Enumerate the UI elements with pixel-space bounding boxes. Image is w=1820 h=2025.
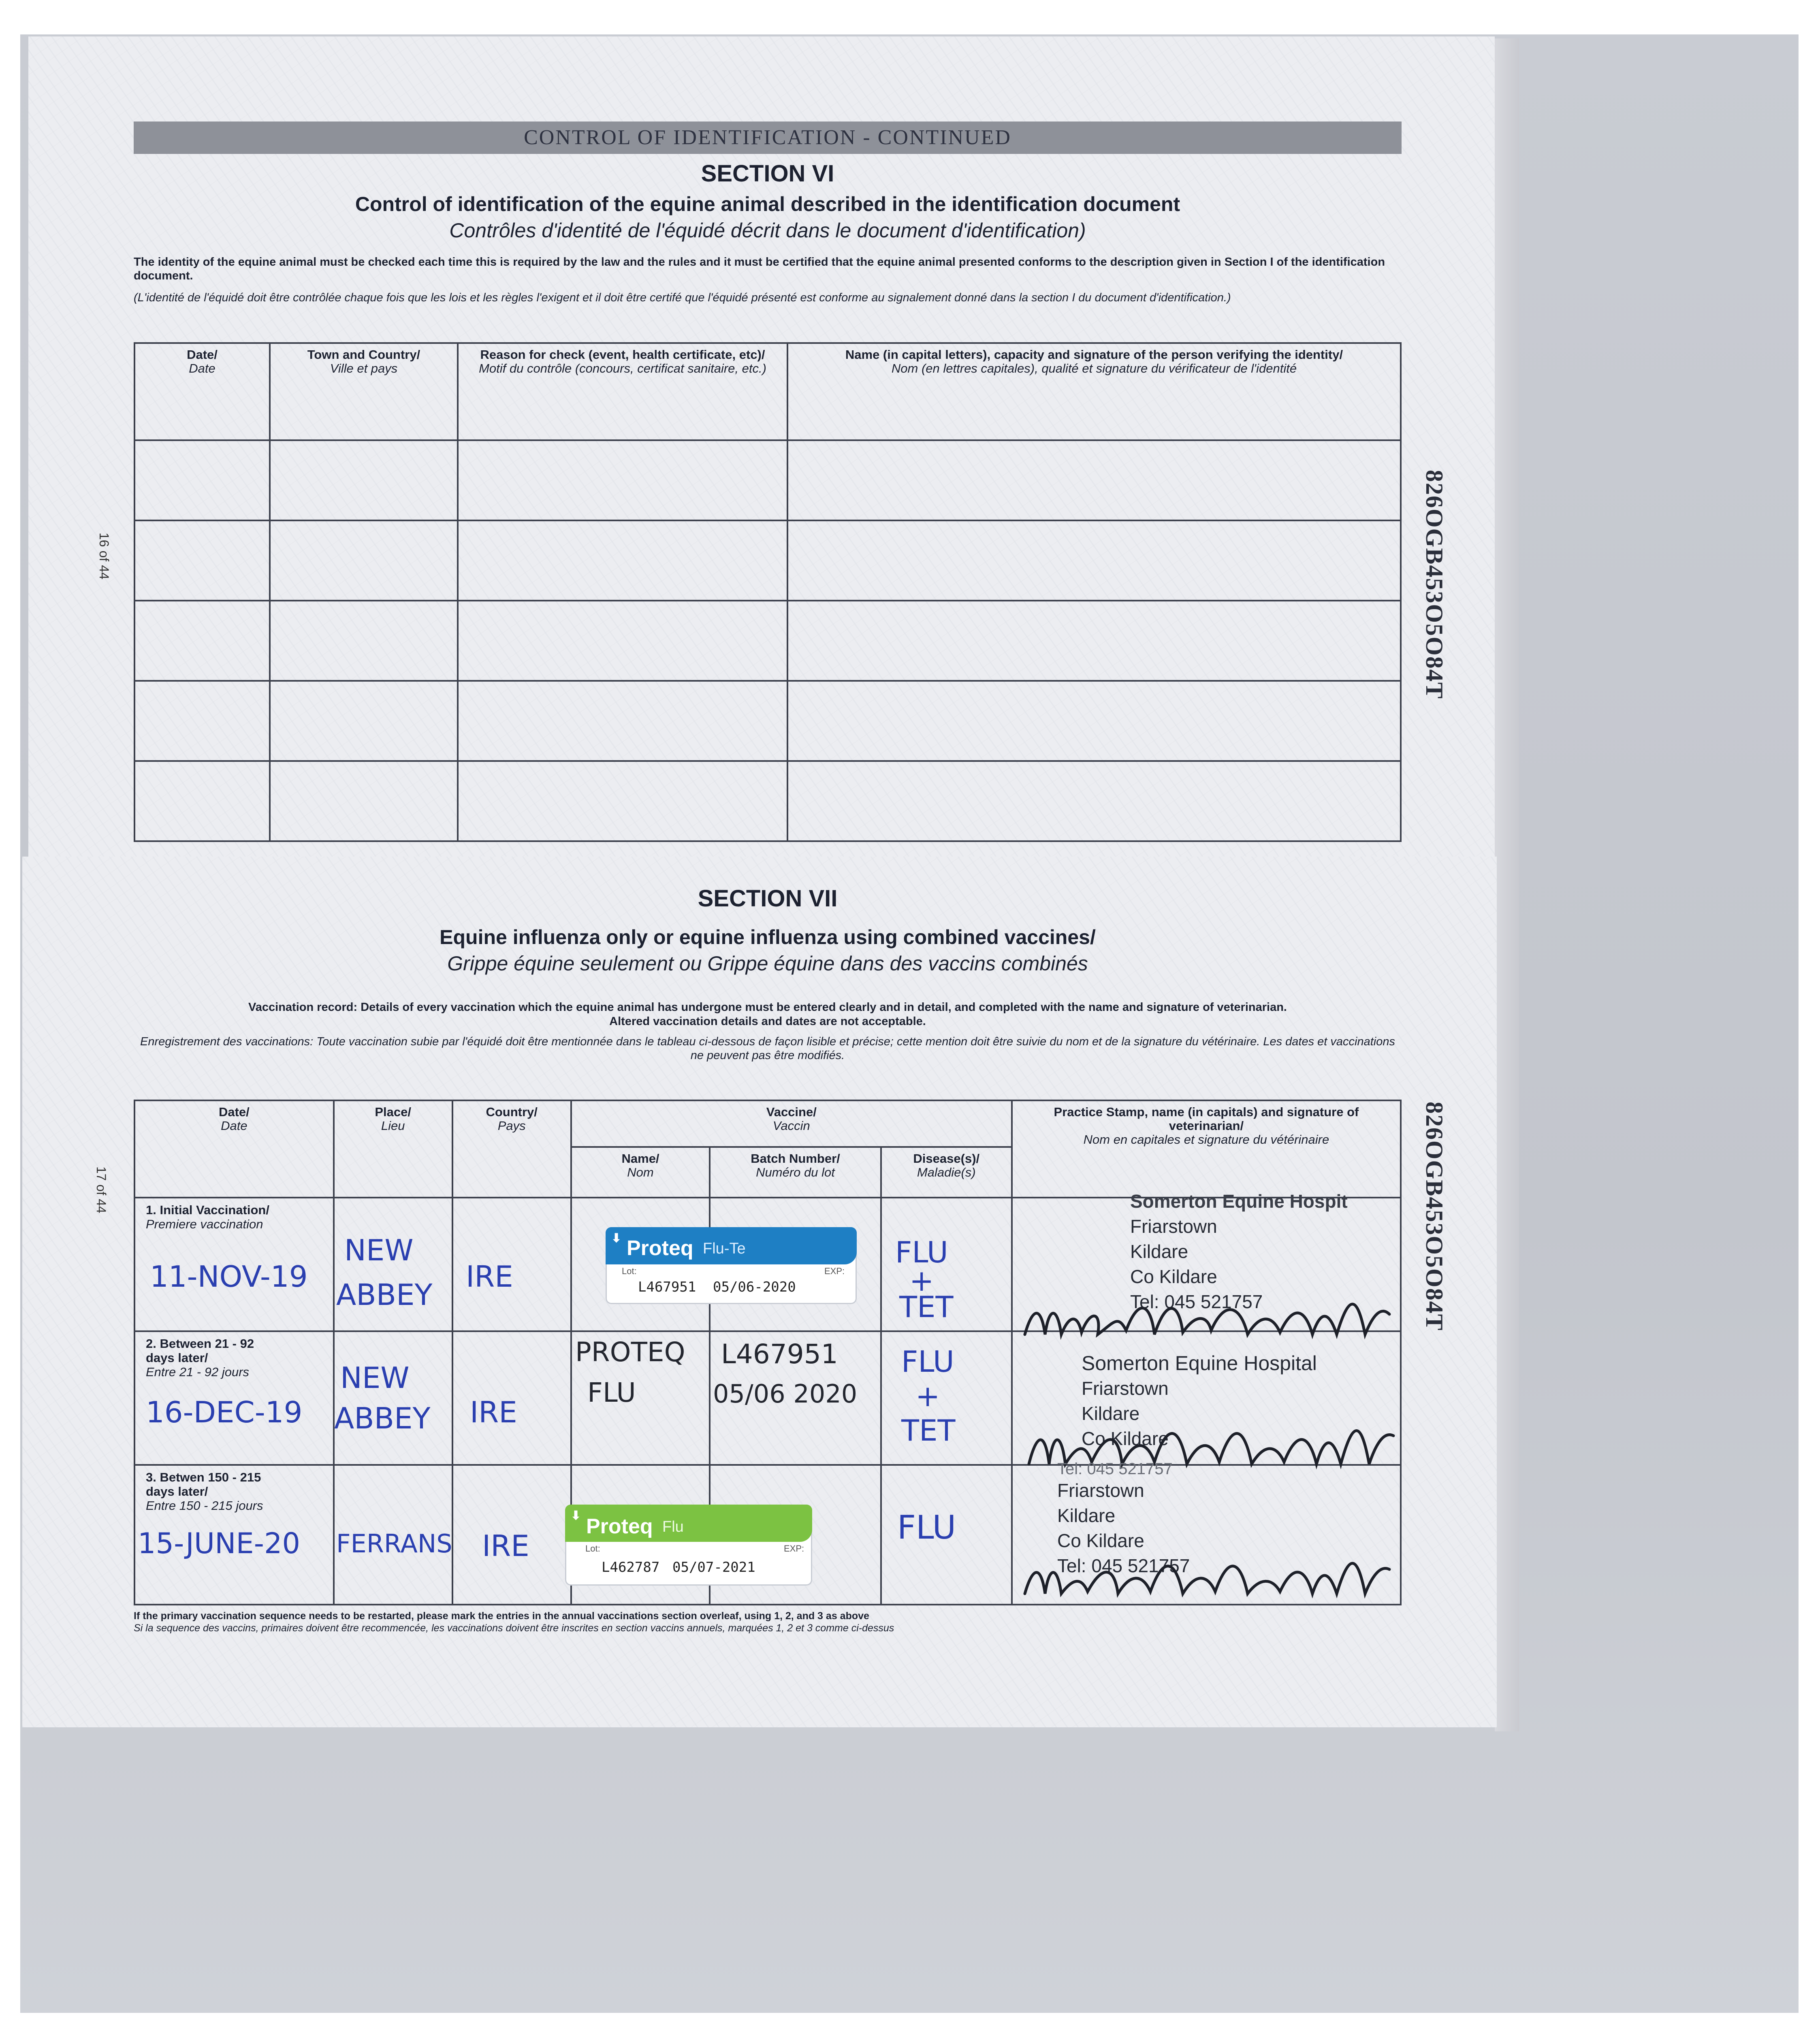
row-1-disease-3: TET: [899, 1290, 954, 1324]
vet-stamp-3: Tel: 045 521757 Friarstown Kildare Co Kildare Tel: 045 521757: [1057, 1460, 1190, 1576]
col-date: Date/ Date: [134, 1100, 334, 1198]
page-number: 17 of 44: [94, 1166, 109, 1213]
row-2-label: 2. Between 21 - 92 days later/ Entre 21 - 92 jours: [146, 1336, 254, 1379]
table-row: [134, 440, 1401, 520]
page-edge: [1495, 38, 1519, 1731]
row-1-place-line-2: ABBEY: [336, 1278, 433, 1312]
sticker-lot: L462787: [602, 1559, 660, 1575]
sticker-product: Flu-Te: [703, 1240, 746, 1257]
vaccine-sticker-3: [565, 1505, 812, 1586]
sticker-lot-caption: Lot:: [585, 1543, 600, 1554]
row-2-vaccine-name-2: FLU: [587, 1377, 636, 1408]
col-practice: Practice Stamp, name (in capitals) and signature of veterinarian/ Nom en capitales et signature du vétérinaire: [1012, 1100, 1401, 1198]
passport-serial: 826OGB453O5O84T: [1421, 470, 1448, 699]
empty-cell[interactable]: [270, 761, 458, 841]
col-date: Date/ Date: [134, 343, 270, 440]
sticker-brand: Proteq: [627, 1236, 693, 1260]
cell[interactable]: [334, 1331, 452, 1465]
sticker-exp: 05/07-2021: [672, 1559, 755, 1575]
empty-cell[interactable]: [134, 520, 270, 601]
row-2-disease-3: TET: [901, 1413, 956, 1447]
empty-cell[interactable]: [270, 601, 458, 681]
row-3-country: IRE: [482, 1529, 529, 1563]
row-2-country: IRE: [470, 1395, 517, 1429]
sticker-lot-caption: Lot:: [622, 1266, 637, 1276]
row-1-label: 1. Initial Vaccination/ Premiere vaccination: [146, 1203, 269, 1231]
row-2-vaccine-name-1: PROTEQ: [575, 1336, 685, 1368]
col-vaccine: Vaccine/ Vaccin: [571, 1100, 1012, 1147]
col-vaccine-name: Name/ Nom: [571, 1147, 710, 1198]
col-verifier: Name (in capital letters), capacity and signature of the person verifying the identity/ Nom (en lettres capitales), qualité et signature du vérificateur de l'identité: [787, 343, 1401, 440]
table-row: [134, 601, 1401, 681]
empty-cell[interactable]: [134, 601, 270, 681]
sticker-arrow-icon: ⬇: [611, 1232, 622, 1245]
row-1-disease-2: +: [909, 1264, 934, 1298]
passport-serial: 826OGB453O5O84T: [1421, 1102, 1448, 1331]
row-3-place: FERRANS: [336, 1529, 452, 1558]
sticker-exp-caption: EXP:: [824, 1266, 845, 1276]
vet-stamp-1: Somerton Equine Hospit Friarstown Kildare Co Kildare Tel: 045 521757: [1130, 1191, 1348, 1312]
sticker-brand: Proteq: [586, 1515, 653, 1538]
row-2-batch-2: 05/06 2020: [713, 1379, 858, 1409]
section-vi-title: Control of identification of the equine animal described in the identification document: [355, 193, 1180, 215]
empty-cell[interactable]: [787, 761, 1401, 841]
row-2-disease-2: +: [915, 1379, 940, 1413]
empty-cell[interactable]: [787, 601, 1401, 681]
empty-cell[interactable]: [270, 440, 458, 520]
empty-cell[interactable]: [787, 681, 1401, 761]
empty-cell[interactable]: [787, 520, 1401, 601]
row-2-place-line-1: NEW: [340, 1361, 410, 1395]
identification-check-table: [134, 342, 1402, 842]
row-2-place-line-2: ABBEY: [334, 1401, 431, 1435]
sticker-exp: 05/06-2020: [713, 1279, 796, 1295]
row-1-country: IRE: [466, 1260, 513, 1294]
empty-cell[interactable]: [458, 681, 787, 761]
section-vi-intro-fr: (L'identité de l'équidé doit être contrôlée chaque fois que les lois et les règles l'exigent et il doit être certifé que l'équidé présenté est conforme au signalement donné dans la section I du document d'identification.): [134, 291, 1231, 304]
section-vi-heading: SECTION VI: [701, 160, 834, 187]
section-vii-subtitle: Grippe équine seulement ou Grippe équine dans des vaccins combinés: [447, 952, 1088, 975]
section-vii-intro-en-2: Altered vaccination details and dates are not acceptable.: [609, 1015, 926, 1028]
row-2-batch-1: L467951: [721, 1339, 838, 1370]
section-vii-intro-fr: Enregistrement des vaccinations: Toute vaccination subie par l'équidé doit être mentionnée dans le tableau ci-dessous de façon lisible et précise; cette mention doit être suivie du nom et de la signature du vétérinaire. Les dates et vaccinations ne peuvent pas être modifiés.: [140, 1035, 1395, 1062]
col-place: Place/ Lieu: [334, 1100, 452, 1198]
empty-cell[interactable]: [787, 440, 1401, 520]
row-1-place-line-1: NEW: [344, 1233, 414, 1267]
row-3-disease-1: FLU: [897, 1509, 956, 1546]
table-row: [134, 520, 1401, 601]
vet-stamp-2: Somerton Equine Hospital Friarstown Kildare Co Kildare: [1082, 1352, 1317, 1449]
table-row: [134, 761, 1401, 841]
row-3-date: 15-JUNE-20: [138, 1527, 301, 1560]
col-reason: Reason for check (event, health certificate, etc)/ Motif du contrôle (concours, certificat sanitaire, etc.): [458, 343, 787, 440]
sticker-exp-caption: EXP:: [784, 1543, 804, 1554]
sticker-product: Flu: [662, 1518, 684, 1535]
section-vi-intro-en: The identity of the equine animal must be checked each time this is required by the law and the rules and it must be certified that the equine animal presented conforms to the description given in Section I of the identification document.: [134, 256, 1385, 282]
row-2-date: 16-DEC-19: [146, 1395, 303, 1429]
empty-cell[interactable]: [270, 520, 458, 601]
section-vii-heading: SECTION VII: [698, 885, 838, 912]
col-town-country: Town and Country/ Ville et pays: [270, 343, 458, 440]
col-batch: Batch Number/ Numéro du lot: [710, 1147, 881, 1198]
empty-cell[interactable]: [134, 761, 270, 841]
empty-cell[interactable]: [270, 681, 458, 761]
empty-cell[interactable]: [458, 601, 787, 681]
row-1-date: 11-NOV-19: [150, 1260, 308, 1294]
empty-cell[interactable]: [458, 520, 787, 601]
vet-signature-1: [1021, 1290, 1393, 1343]
section-vi-subtitle: Contrôles d'identité de l'équidé décrit dans le document d'identification): [449, 219, 1086, 242]
empty-cell[interactable]: [134, 440, 270, 520]
section-vii-intro-en: Vaccination record: Details of every vaccination which the equine animal has undergone must be entered clearly and in detail, and completed with the name and signature of veterinarian.: [248, 1001, 1287, 1014]
col-disease: Disease(s)/ Maladie(s): [881, 1147, 1012, 1198]
empty-cell[interactable]: [134, 681, 270, 761]
col-country: Country/ Pays: [452, 1100, 571, 1198]
footer-note: If the primary vaccination sequence needs to be restarted, please mark the entries in the annual vaccinations section overleaf, using 1, 2, and 3 as above Si la sequence des vaccins, primaires doivent être recommencée, les vaccinations doivent être inscrites en section vaccins annuels, marquées 1, 2 et 3 comme ci-dessus: [134, 1610, 894, 1634]
sticker-arrow-icon: ⬇: [571, 1509, 581, 1522]
row-3-label: 3. Betwen 150 - 215 days later/ Entre 150 - 215 jours: [146, 1470, 263, 1513]
page-number: 16 of 44: [97, 533, 111, 580]
sticker-lot: L467951: [638, 1279, 696, 1295]
table-row: [134, 681, 1401, 761]
row-2-disease-1: FLU: [901, 1345, 954, 1379]
empty-cell[interactable]: [458, 440, 787, 520]
row-1-disease-1: FLU: [895, 1235, 948, 1269]
banner-heading: CONTROL OF IDENTIFICATION - CONTINUED: [134, 122, 1402, 154]
section-vii-title: Equine influenza only or equine influenza using combined vaccines/: [440, 926, 1096, 949]
vaccine-sticker-1: [606, 1227, 857, 1304]
empty-cell[interactable]: [458, 761, 787, 841]
vet-signature-3: [1021, 1553, 1393, 1602]
